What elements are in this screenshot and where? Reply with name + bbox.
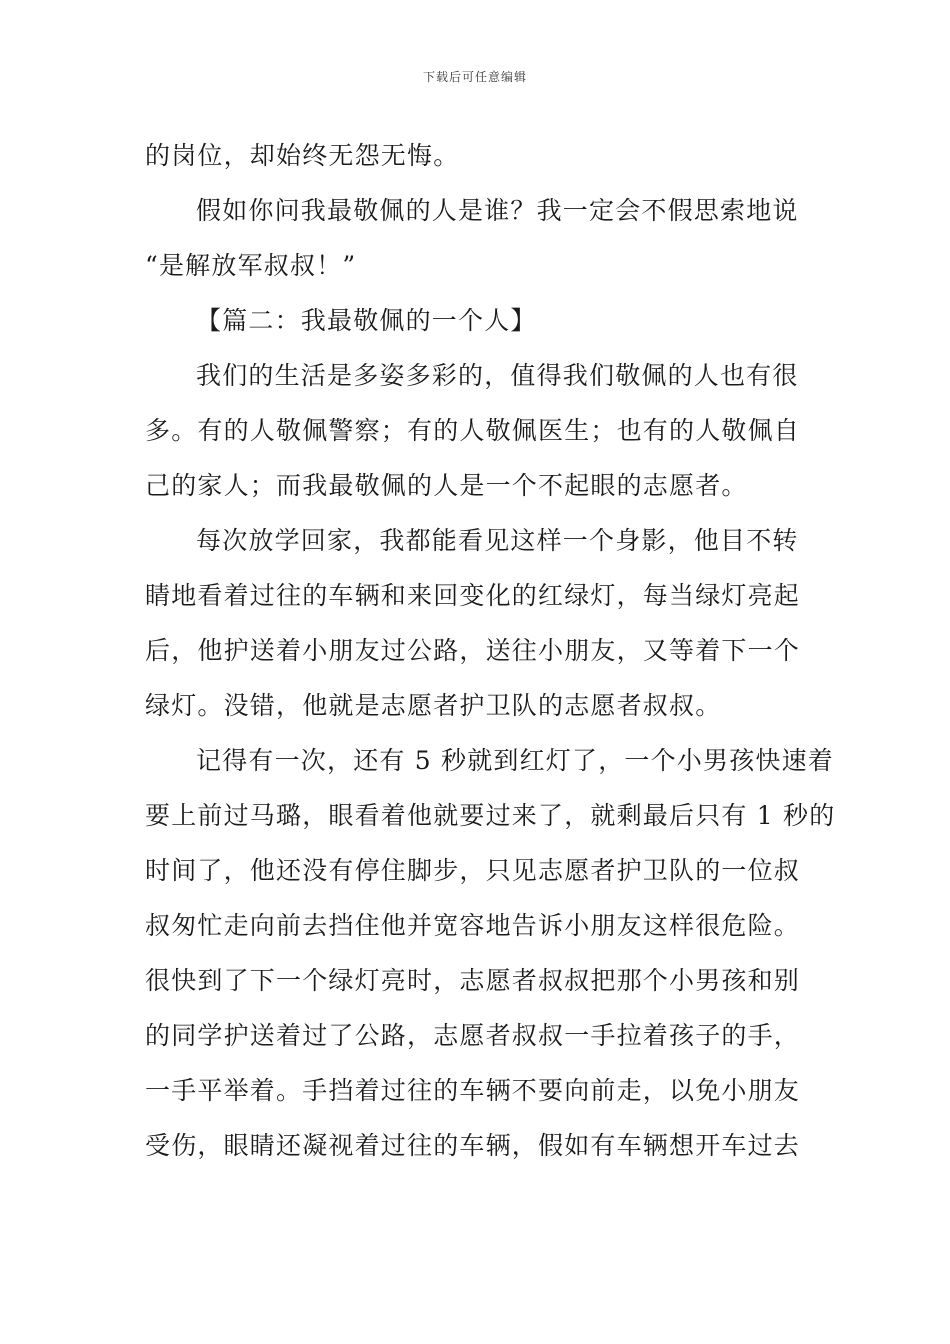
text-line: 的同学护送着过了公路，志愿者叔叔一手拉着孩子的手，: [145, 1021, 801, 1050]
text-line: 假如你问我最敬佩的人是谁？我一定会不假思索地说: [196, 196, 799, 225]
text-line: 的岗位，却始终无怨无悔。: [145, 141, 460, 170]
text-line: 己的家人；而我最敬佩的人是一个不起眼的志愿者。: [145, 471, 748, 500]
text-line: 多。有的人敬佩警察；有的人敬佩医生；也有的人敬佩自: [145, 416, 801, 445]
text-line: 记得有一次，还有 5 秒就到红灯了，一个小男孩快速着: [196, 746, 835, 775]
text-line: 时间了，他还没有停住脚步，只见志愿者护卫队的一位叔: [145, 856, 801, 885]
text-line: 后，他护送着小朋友过公路，送往小朋友，又等着下一个: [145, 636, 801, 665]
text-line: 我们的生活是多姿多彩的，值得我们敬佩的人也有很: [196, 361, 799, 390]
document-body: [145, 128, 836, 1173]
text-line: 受伤，眼睛还凝视着过往的车辆，假如有车辆想开车过去: [145, 1131, 801, 1160]
text-line: 要上前过马璐，眼看着他就要过来了，就剩最后只有 1 秒的: [145, 801, 836, 830]
text-line: “是解放军叔叔！”: [145, 251, 357, 280]
text-line: 很快到了下一个绿灯亮时，志愿者叔叔把那个小男孩和别: [145, 966, 801, 995]
page-header: 下载后可任意编辑: [422, 70, 527, 84]
section-heading: 【篇二：我最敬佩的一个人】: [196, 306, 537, 335]
text-line: 每次放学回家，我都能看见这样一个身影，他目不转: [196, 526, 799, 555]
text-line: 绿灯。没错，他就是志愿者护卫队的志愿者叔叔。: [145, 691, 722, 720]
text-line: 睛地看着过往的车辆和来回变化的红绿灯，每当绿灯亮起: [145, 581, 801, 610]
text-line: 一手平举着。手挡着过往的车辆不要向前走，以免小朋友: [145, 1076, 801, 1105]
text-line: 叔匆忙走向前去挡住他并宽容地告诉小朋友这样很危险。: [145, 911, 801, 940]
